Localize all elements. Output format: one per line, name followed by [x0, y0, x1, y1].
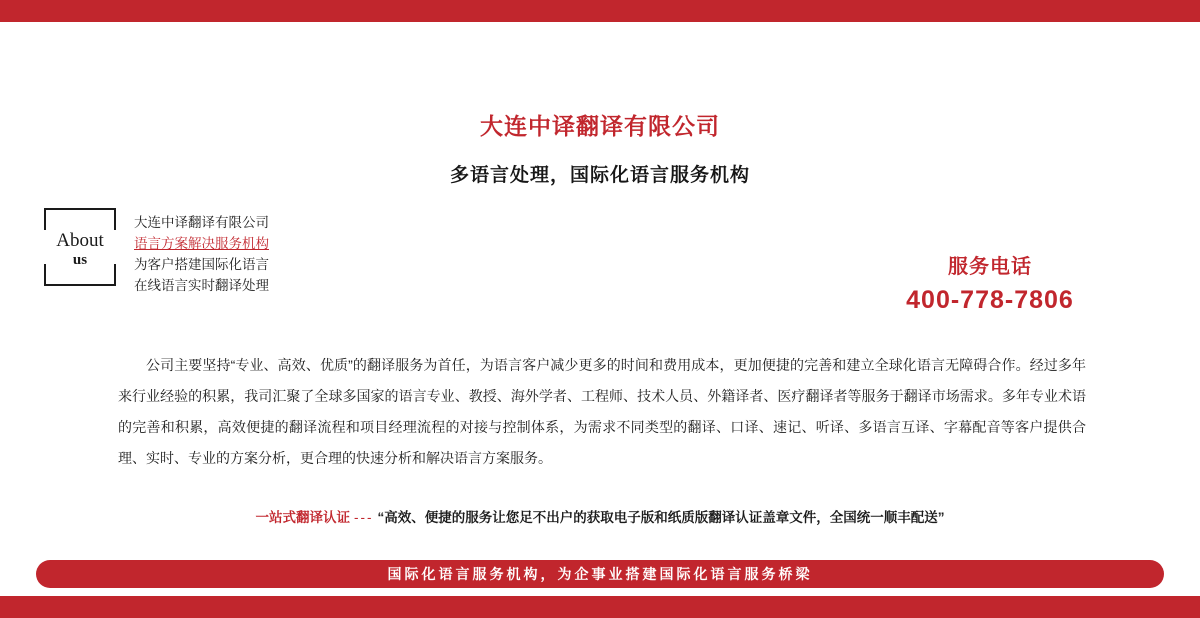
- service-phone-number: 400-778-7806: [906, 286, 1074, 314]
- about-badge-word-about: About: [56, 230, 104, 251]
- certification-dash: ---: [354, 510, 374, 525]
- footer-banner: 国际化语言服务机构，为企事业搭建国际化语言服务桥梁: [36, 560, 1164, 588]
- certification-highlight-row: [0, 506, 1200, 526]
- document-page: [0, 22, 1200, 596]
- about-us-badge: [44, 208, 116, 286]
- company-description-paragraph: 公司主要坚持“专业、高效、优质”的翻译服务为首任，为语言客户减少更多的时间和费用成本，更加便捷的完善和建立全球化语言无障碍合作。经过多年来行业经验的积累，我司汇聚了全球多国家的语言专业、教授、海外学者、工程师、技术人员、外籍译者、医疗翻译者等服务于翻译市场需求。多年专业术语的完善和积累，高效便捷的翻译流程和项目经理流程的对接与控制体系，为需求不同类型的翻译、口译、速记、听译、多语言互译、字幕配音等客户提供合理、实时、专业的方案分析，更合理的快速分析和解决语言方案服务。: [118, 357, 1086, 466]
- bottom-red-bar: [0, 596, 1200, 618]
- page-subtitle: 多语言处理，国际化语言服务机构: [449, 165, 750, 186]
- certification-quote: “高效、便捷的服务让您足不出户的获取电子版和纸质版翻译认证盖章文件，全国统一顺丰配送”: [377, 510, 945, 525]
- feature-list-item: 为客户搭建国际化语言: [134, 257, 269, 272]
- badge-corner-top-left-icon: [44, 208, 66, 230]
- page-title: 大连中译翻译有限公司: [480, 113, 720, 139]
- certification-tag: 一站式翻译认证: [255, 510, 350, 525]
- about-badge-word-us: us: [72, 252, 88, 268]
- feature-list: [134, 212, 364, 296]
- badge-corner-top-right-icon: [94, 208, 116, 230]
- feature-list-item: 大连中译翻译有限公司: [134, 215, 269, 230]
- service-phone-label: 服务电话: [948, 256, 1032, 278]
- top-red-bar: [0, 0, 1200, 22]
- feature-list-item: 在线语言实时翻译处理: [134, 278, 269, 293]
- feature-list-item-highlighted: 语言方案解决服务机构: [134, 236, 269, 251]
